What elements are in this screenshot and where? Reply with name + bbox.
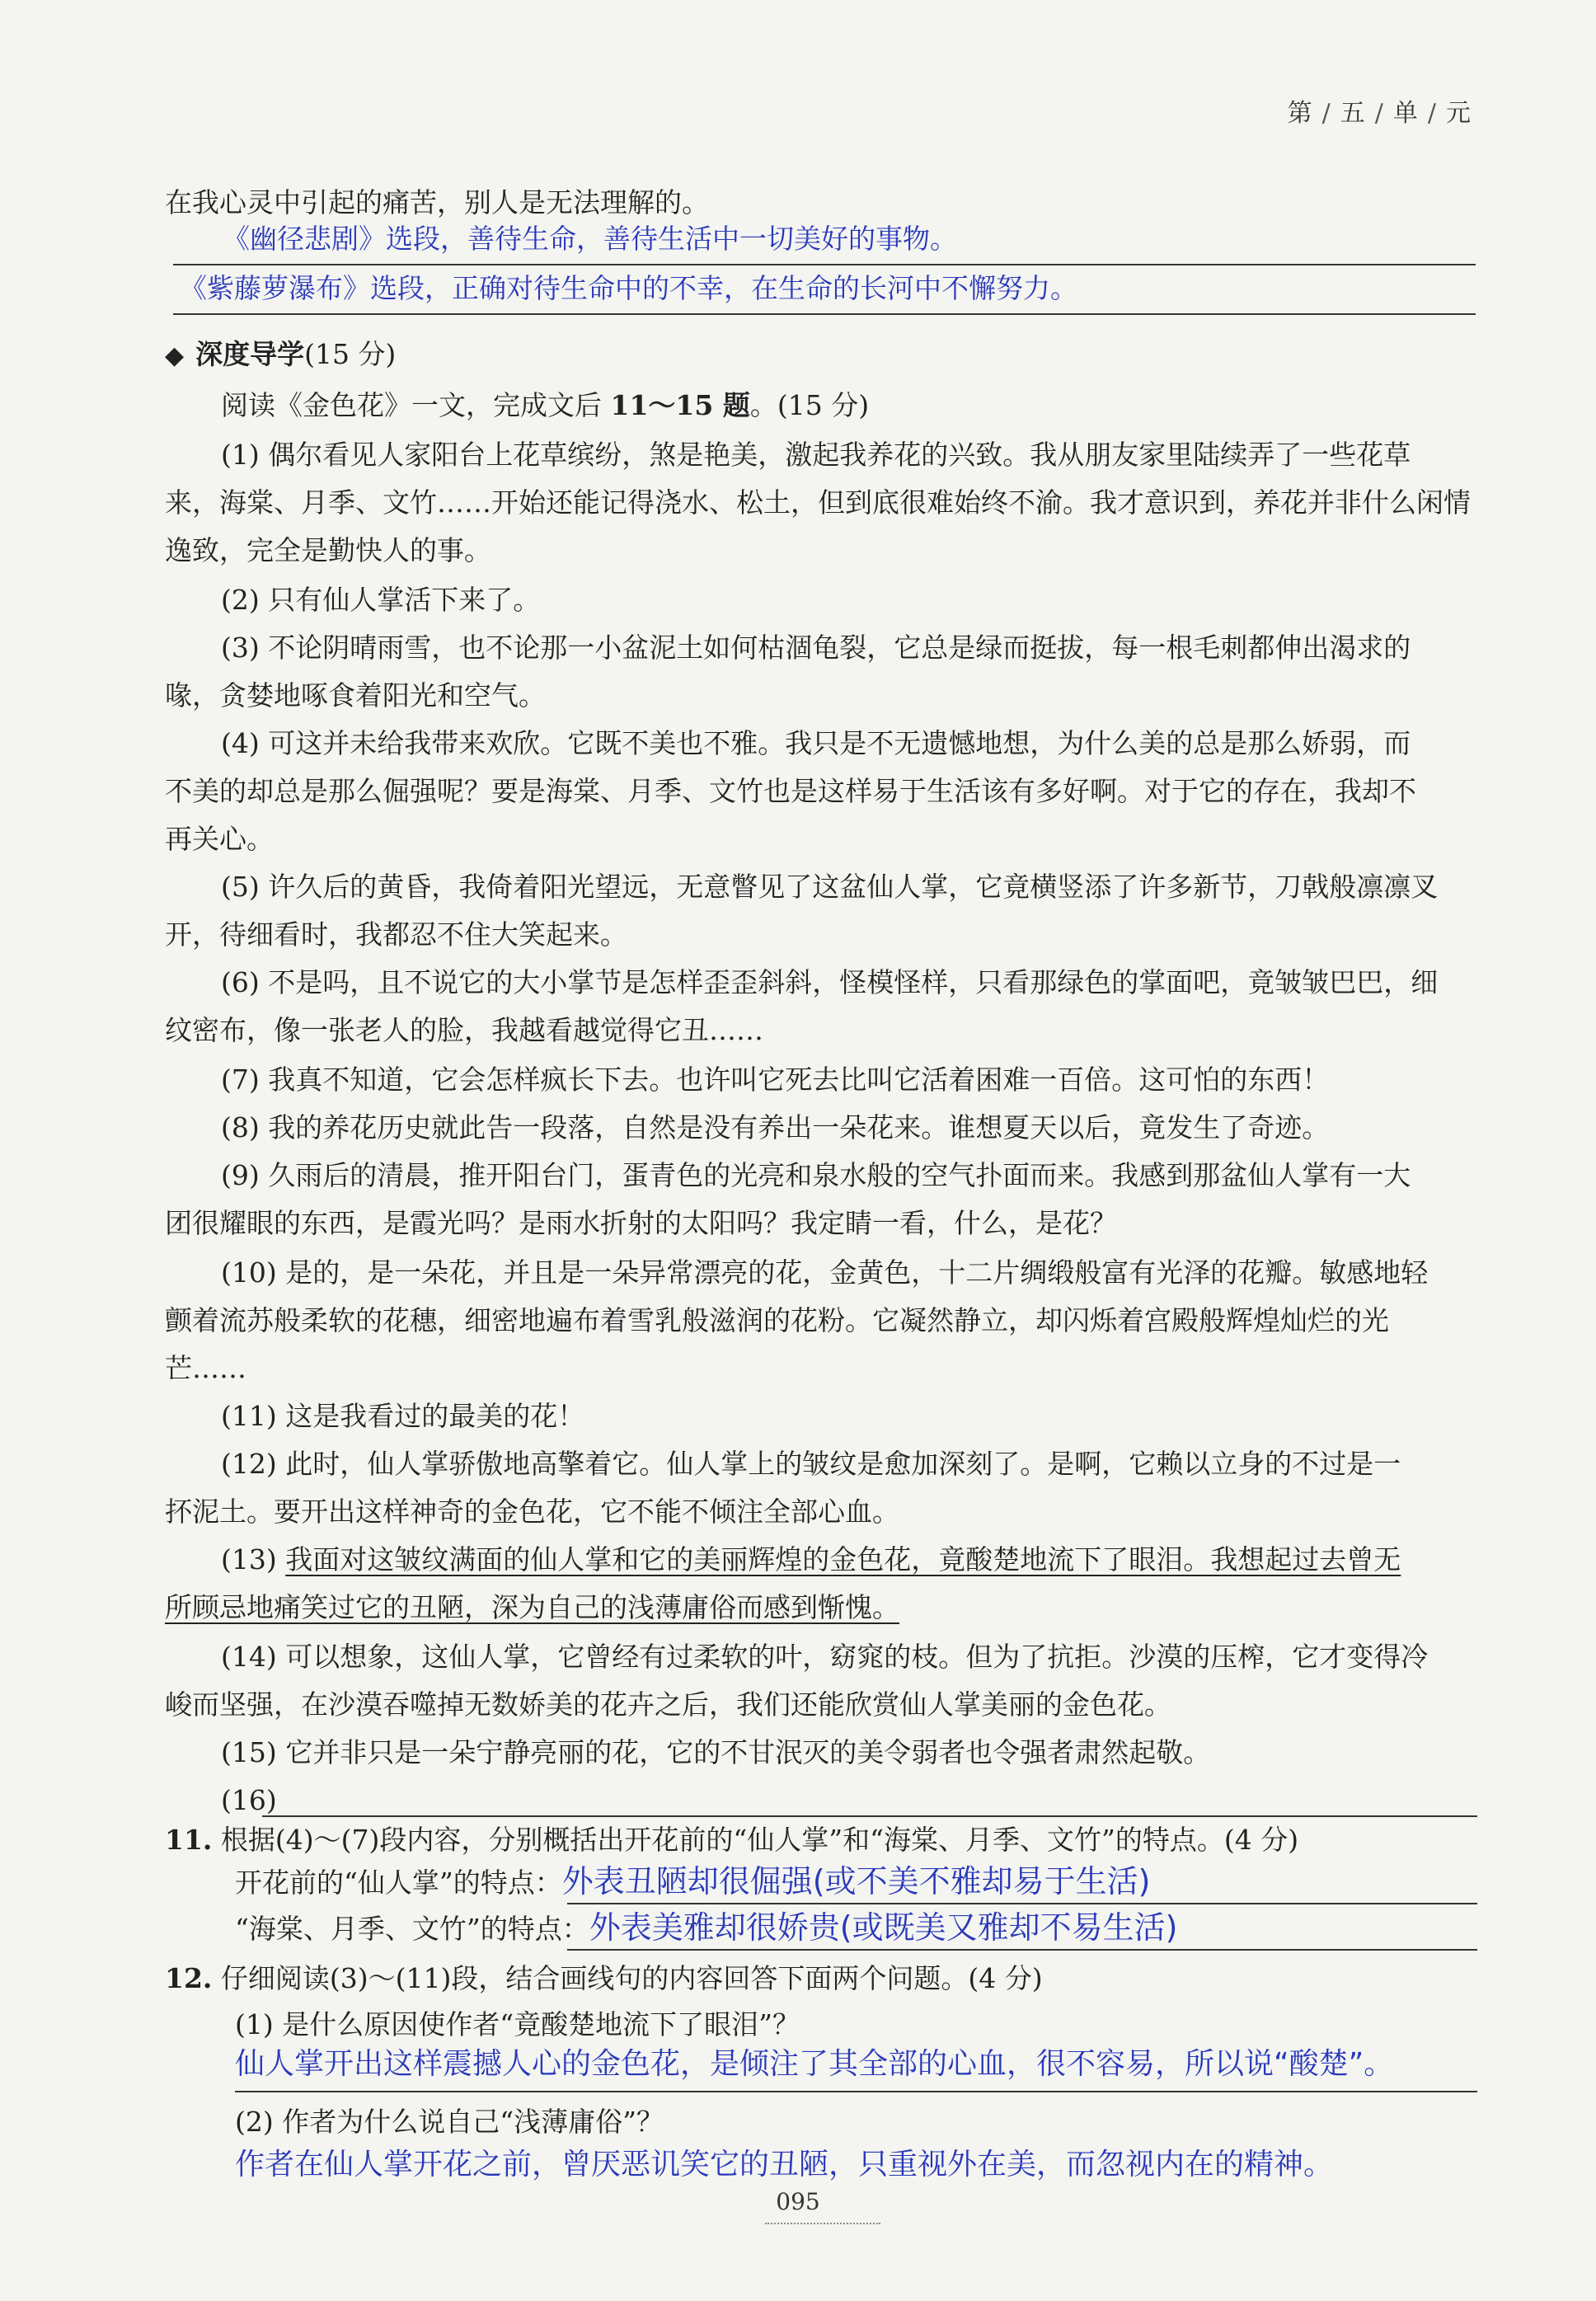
question-11-row-a: 开花前的“仙人掌”的特点：外表丑陋却很倔强(或不美不雅却易于生活)	[235, 1863, 1151, 1899]
handwritten-answer: 作者在仙人掌开花之前，曾厌恶讥笑它的丑陋，只重视外在美，而忽视内在的精神。	[235, 2148, 1334, 2181]
passage-line: (8) 我的养花历史就此告一段落，自然是没有养出一朵花来。谁想夏天以后，竟发生了奇迹。	[221, 1111, 1330, 1143]
passage-line: (9) 久雨后的清晨，推开阳台门，蛋青色的光亮和泉水般的空气扑面而来。我感到那盆仙人掌有一大	[221, 1159, 1411, 1191]
passage-line: 不美的却总是那么倔强呢？要是海棠、月季、文竹也是这样易于生活该有多好啊。对于它的存在，我却不	[165, 775, 1416, 807]
passage-line: (14) 可以想象，这仙人掌，它曾经有过柔软的叶，窈窕的枝。但为了抗拒。沙漠的压榨，它才变得冷	[221, 1641, 1429, 1673]
question-11-row-b: “海棠、月季、文竹”的特点：外表美雅却很娇贵(或既美又雅却不易生活)	[235, 1909, 1178, 1946]
unit-char: 五	[1340, 99, 1367, 128]
passage-line: (12) 此时，仙人掌骄傲地高擎着它。仙人掌上的皱纹是愈加深刻了。是啊，它赖以立身的不过是一	[221, 1448, 1401, 1480]
passage-line: (1) 偶尔看见人家阳台上花草缤纷，煞是艳美，激起我养花的兴致。我从朋友家里陆续弄了一些花草	[221, 439, 1411, 471]
passage-line: (3) 不论阴晴雨雪，也不论那一小盆泥土如何枯涸龟裂，它总是绿而挺拔，每一根毛刺都伸出渴求的	[221, 632, 1411, 664]
page-number-divider	[765, 2223, 880, 2224]
passage-line	[165, 1590, 1484, 1626]
passage-line: 再关心。	[165, 823, 274, 855]
handwritten-answer: 外表丑陋却很倔强(或不美不雅却易于生活)	[561, 1863, 1151, 1899]
handwritten-answer: 仙人掌开出这样震撼人心的金色花，是倾注了其全部的心血，很不容易，所以说“酸楚”。	[235, 2047, 1394, 2081]
question-12: 12. 仔细阅读(3)～(11)段，结合画线句的内容回答下面两个问题。(4 分)	[165, 1962, 1043, 1994]
handwritten-answer: 《紫藤萝瀑布》选段，正确对待生命中的不幸，在生命的长河中不懈努力。	[180, 272, 1077, 304]
reading-instruction: 阅读《金色花》一文，完成文后 11～15 题。(15 分)	[221, 389, 870, 421]
page-number: 095	[776, 2188, 820, 2215]
unit-char: 单	[1392, 99, 1420, 128]
question-12-sub-2: (2) 作者为什么说自己“浅薄庸俗”？	[235, 2106, 664, 2138]
answer-line	[235, 2091, 1477, 2092]
passage-line: (6) 不是吗，且不说它的大小掌节是怎样歪歪斜斜，怪模怪样，只看那绿色的掌面吧，竟皱皱巴巴，细	[221, 966, 1439, 998]
underlined-sentence: 所顾忌地痛笑过它的丑陋，深为自己的浅薄庸俗而感到惭愧。	[165, 1591, 899, 1623]
handwritten-answer: 外表美雅却很娇贵(或既美又雅却不易生活)	[589, 1909, 1178, 1946]
carry-over-line: 在我心灵中引起的痛苦，别人是无法理解的。	[165, 186, 709, 218]
paragraph-16-blank	[262, 1815, 1477, 1817]
passage-line: 喙，贪婪地啄食着阳光和空气。	[165, 679, 546, 711]
passage-line: (15) 它并非只是一朵宁静亮丽的花，它的不甘泯灭的美令弱者也令强者肃然起敬。	[221, 1736, 1211, 1768]
unit-header: 第 / 五 / 单 / 元	[1287, 99, 1472, 128]
passage-line: 颤着流苏般柔软的花穗，细密地遍布着雪乳般滋润的花粉。它凝然静立，却闪烁着宫殿般辉煌灿烂的光	[165, 1304, 1389, 1336]
passage-line: (13) 我面对这皱纹满面的仙人掌和它的美丽辉煌的金色花，竟酸楚地流下了眼泪。我想起过去曾无	[221, 1543, 1401, 1575]
handwritten-answer: 《幽径悲剧》选段，善待生命，善待生活中一切美好的事物。	[223, 223, 957, 255]
unit-char: 元	[1446, 99, 1472, 128]
paragraph-16-label: (16)	[221, 1784, 277, 1816]
passage-line: (2) 只有仙人掌活下来了。	[221, 584, 541, 616]
passage-line: (5) 许久后的黄昏，我倚着阳光望远，无意瞥见了这盆仙人掌，它竟横竖添了许多新节，刀戟般凛凛叉	[221, 871, 1439, 903]
passage-line: 逸致，完全是勤快人的事。	[165, 534, 491, 566]
passage-line: 峻而坚强，在沙漠吞噬掉无数娇美的花卉之后，我们还能欣赏仙人掌美丽的金色花。	[165, 1688, 1171, 1721]
question-12-sub-1: (1) 是什么原因使作者“竟酸楚地流下了眼泪”？	[235, 2008, 800, 2040]
answer-line	[567, 1903, 1477, 1904]
passage-line: 来，海棠、月季、文竹……开始还能记得浇水、松土，但到底很难始终不渝。我才意识到，养花并非什么闲情	[165, 486, 1471, 519]
passage-line: 芒……	[165, 1352, 246, 1384]
answer-line	[173, 264, 1476, 265]
unit-char: 第	[1287, 99, 1314, 128]
passage-line: (4) 可这并未给我带来欢欣。它既不美也不雅。我只是不无遗憾地想，为什么美的总是那么娇弱，而	[221, 727, 1411, 759]
passage-line: 团很耀眼的东西，是霞光吗？是雨水折射的太阳吗？我定睛一看，什么，是花？	[165, 1207, 1117, 1239]
passage-line: (11) 这是我看过的最美的花！	[221, 1400, 585, 1432]
answer-line	[173, 313, 1476, 315]
passage-line: (7) 我真不知道，它会怎样疯长下去。也许叫它死去比叫它活着困难一百倍。这可怕的东西！	[221, 1064, 1330, 1096]
underlined-sentence: 我面对这皱纹满面的仙人掌和它的美丽辉煌的金色花，竟酸楚地流下了眼泪。我想起过去曾无	[285, 1543, 1401, 1575]
answer-line	[567, 1949, 1477, 1951]
passage-line: 开，待细看时，我都忍不住大笑起来。	[165, 918, 627, 951]
passage-line: (10) 是的，是一朵花，并且是一朵异常漂亮的花，金黄色，十二片绸缎般富有光泽的花瓣。敏感地轻	[221, 1256, 1429, 1289]
passage-line: 纹密布，像一张老人的脸，我越看越觉得它丑……	[165, 1014, 763, 1046]
section-title: ◆ 深度导学(15 分)	[165, 338, 397, 370]
diamond-icon: ◆	[165, 341, 185, 370]
passage-line: 抔泥土。要开出这样神奇的金色花，它不能不倾注全部心血。	[165, 1496, 899, 1528]
question-11: 11. 根据(4)～(7)段内容，分别概括出开花前的“仙人掌”和“海棠、月季、文竹”的特点。(4 分)	[165, 1824, 1299, 1856]
